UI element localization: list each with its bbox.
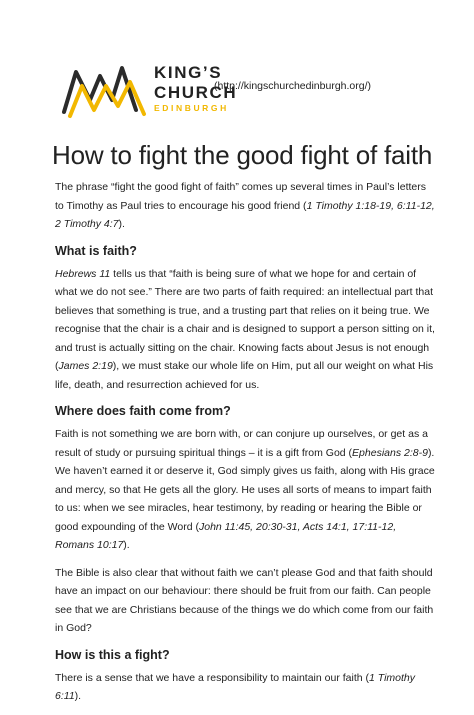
scripture-ref-john-acts-romans: John 11:45, 20:30-31, Acts 14:1, 17:11-12, Romans 10:17 [55,520,397,551]
intro-scripture-ref: 1 Timothy 1:18-19, 6:11-12, 2 Timothy 4:7 [55,199,435,230]
section-heading-faith-source: Where does faith come from? [55,404,231,418]
page-title: How to fight the good fight of faith [52,140,433,170]
intro-paragraph [55,178,435,234]
faith-source-paragraph [55,425,435,555]
crown-mark-icon [60,60,150,120]
what-is-faith-paragraph [55,265,435,395]
scripture-ref-james: James 2:19 [58,360,113,372]
logo-line-church: CHURCH [154,83,238,102]
scripture-ref-ephesians: Ephesians 2:8-9 [352,446,428,459]
fight-paragraph [55,669,435,706]
intro-text-2: ). [118,218,125,230]
article-body [55,178,435,715]
paragraph-text: Faith is not something we are born with, or can conjure up ourselves, or get as a result of study or pursuing spiritual things – it is a gift from God ( [55,428,428,459]
section-heading-fight: How is this a fight? [55,647,170,662]
logo-line-edinburgh: EDINBURGH [154,103,229,113]
section-heading-what-is-faith: What is faith? [55,243,137,258]
faith-fruit-paragraph: The Bible is also clear that without faith we can’t please God and that faith should have an impact on our behaviour: there should be fruit from our faith. Can people see that we are Christians because of the things we do which come from our faith in God? [55,566,434,634]
paragraph-text: tells us that “faith is being sure of what we hope for and certain of what we do not see.” There are two parts of faith required: an intellectual part that believes that something is true, and a trusting part that relies on it being true. We recognise that the chair is a chair and is designed to support a person sitting on it, and trust is actually sitting on the chair. Knowing facts about Jesus is not enough ( [55,267,435,372]
paragraph-text: There is a sense that we have a responsibility to maintain our faith ( [55,671,369,684]
paragraph-text: ). [123,539,130,551]
website-url[interactable]: (http://kingschurchedinburgh.org/) [214,80,372,92]
scripture-ref-1-timothy: 1 Timothy 6:11 [55,671,416,702]
paragraph-text: ). We haven’t earned it or deserve it, God simply gives us faith, along with His grace and mercy, so that He gets all the glory. He uses all sorts of means to impart faith to us: when we see miracles, hear testimony, by reading or hearing the Bible or good expounding of the Word ( [55,446,435,533]
intro-text-1: The phrase “fight the good fight of faith” comes up several times in Paul’s letters to Timothy as Paul tries to encourage his good friend ( [55,181,426,212]
logo-line-kings: KING’S [154,63,223,82]
paragraph-text: ), we must stake our whole life on Him, put all our weight on what His life, death, and resurrection achieved for us. [55,360,434,391]
paragraph-text: ). [74,690,82,702]
scripture-ref-hebrews: Hebrews 11 [55,267,111,280]
